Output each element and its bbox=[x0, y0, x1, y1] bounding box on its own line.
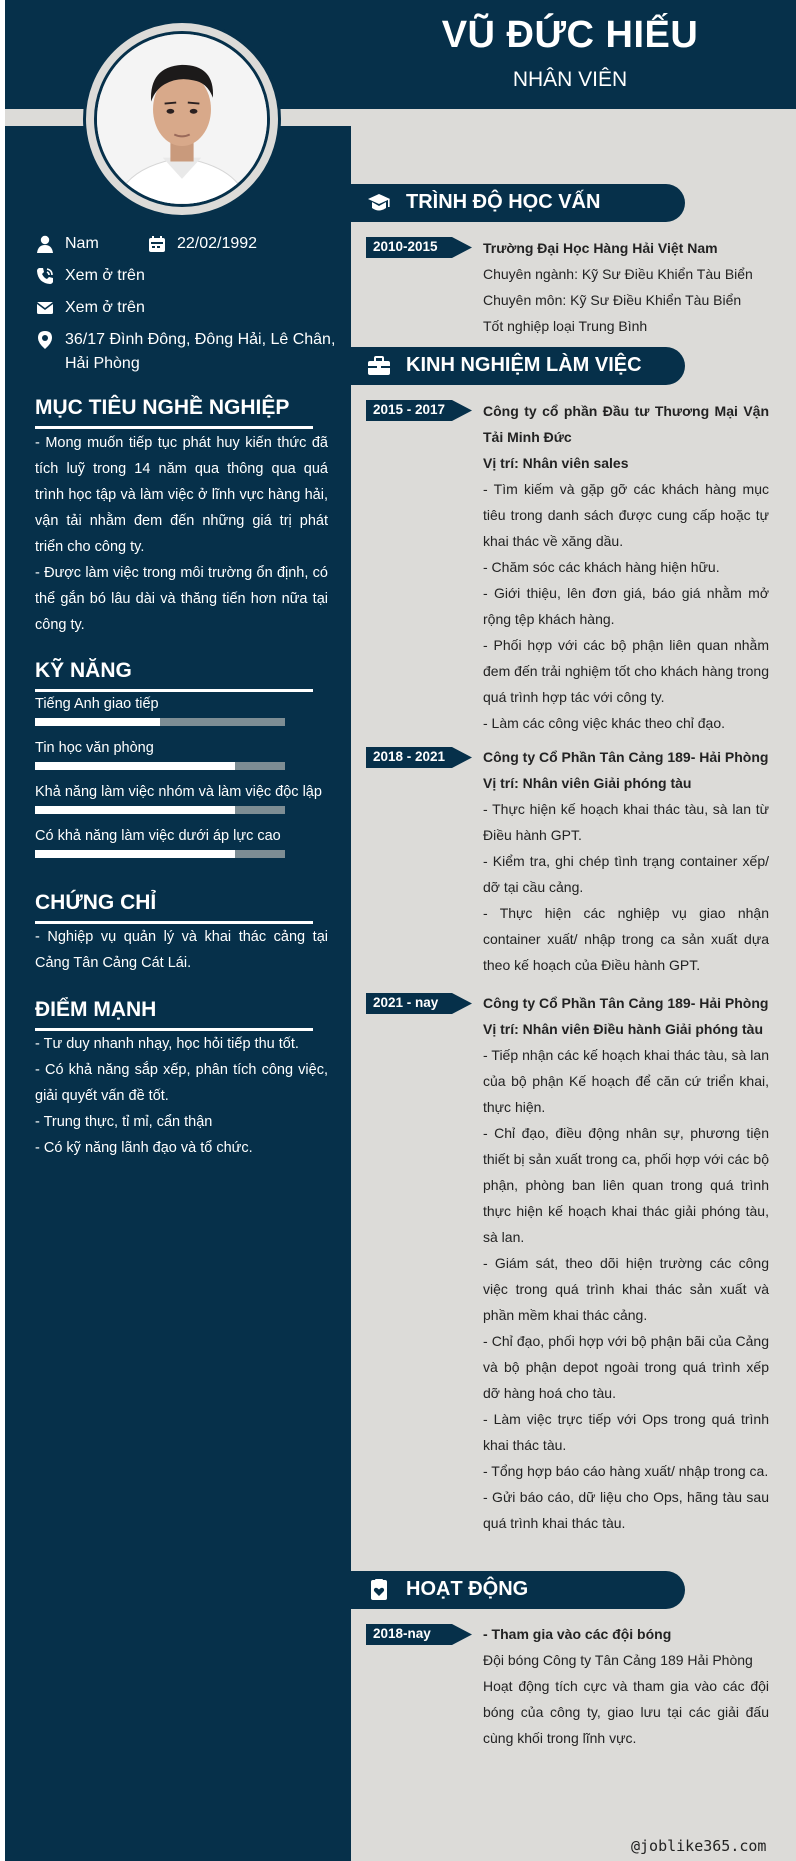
job-role: Vị trí: Nhân viên Giải phóng tàu bbox=[483, 775, 692, 791]
objective-heading: MỤC TIÊU NGHỀ NGHIỆP bbox=[35, 396, 290, 419]
education-date: 2010-2015 bbox=[373, 239, 438, 254]
phone-text: Xem ở trên bbox=[65, 267, 145, 284]
gender-text: Nam bbox=[65, 235, 99, 252]
candidate-name: VŨ ĐỨC HIẾU bbox=[441, 14, 699, 56]
briefcase-icon bbox=[367, 355, 391, 377]
education-line: Chuyên ngành: Kỹ Sư Điều Khiển Tàu Biển bbox=[483, 266, 753, 282]
objective-line: - Mong muốn tiếp tục phát huy kiến thức đã tích luỹ trong 14 năm qua thông qua quá trình học tập và làm việc ở lĩnh vực hàng hải, vận tải nhằm đem đến những giá trị phát triển cho công ty. bbox=[35, 435, 328, 555]
activity-entry bbox=[483, 1621, 769, 1751]
avatar-portrait bbox=[97, 34, 267, 204]
skill-fill bbox=[35, 762, 235, 770]
job-entry bbox=[483, 398, 769, 736]
job-company: Công ty Cổ Phần Tân Cảng 189- Hải Phòng bbox=[483, 749, 769, 765]
education-heading: TRÌNH ĐỘ HỌC VẤN bbox=[406, 191, 601, 213]
skill-label: Tiếng Anh giao tiếp bbox=[35, 696, 159, 712]
avatar-frame bbox=[83, 20, 281, 218]
location-icon bbox=[35, 330, 55, 350]
activities-heading: HOẠT ĐỘNG bbox=[406, 1578, 529, 1600]
activity-title: - Tham gia vào các đội bóng bbox=[483, 1626, 672, 1642]
candidate-position: NHÂN VIÊN bbox=[512, 68, 628, 91]
job-duty: - Thực hiện các nghiệp vụ giao nhận container xuất/ nhập trong ca sản xuất dựa theo kế hoạch của Điều hành GPT. bbox=[483, 905, 769, 973]
skill-fill bbox=[35, 850, 235, 858]
job-duty: - Tổng hợp báo cáo hàng xuất/ nhập trong ca. bbox=[483, 1463, 769, 1479]
job-duty: - Gửi báo cáo, dữ liệu cho Ops, hãng tàu sau quá trình khai thác tàu. bbox=[483, 1489, 769, 1531]
job-duty: - Giám sát, theo dõi hiện trường các công việc trong quá trình khai thác sản xuất và phần mềm khai thác cảng. bbox=[483, 1255, 769, 1323]
calendar-icon bbox=[147, 234, 167, 254]
certificates-text: - Nghiệp vụ quản lý và khai thác cảng tại Cảng Tân Cảng Cát Lái. bbox=[35, 929, 328, 971]
address-line-2: Hải Phòng bbox=[65, 355, 140, 372]
strength-line: - Có kỹ năng lãnh đạo và tổ chức. bbox=[35, 1140, 253, 1156]
activity-line: Hoạt động tích cực và tham gia vào các đội bóng của công ty, giao lưu tại các giải đấu cùng khối trong lĩnh vực. bbox=[483, 1678, 769, 1746]
objective-line: - Được làm việc trong môi trường ổn định, có thể gắn bó lâu dài và thăng tiến hơn nữa tại công ty. bbox=[35, 565, 328, 633]
strengths-heading: ĐIỂM MẠNH bbox=[35, 998, 157, 1021]
skill-fill bbox=[35, 806, 235, 814]
job-duty: - Tiếp nhận các kế hoạch khai thác tàu, sà lan của bộ phận Kế hoạch để căn cứ triển khai, thực hiện. bbox=[483, 1047, 769, 1115]
school-name: Trường Đại Học Hàng Hải Việt Nam bbox=[483, 240, 718, 256]
skill-bar bbox=[35, 850, 285, 858]
job-role: Vị trí: Nhân viên sales bbox=[483, 455, 629, 471]
job-entry bbox=[483, 990, 769, 1536]
education-line: Tốt nghiệp loại Trung Bình bbox=[483, 318, 648, 334]
strength-line: - Có khả năng sắp xếp, phân tích công việc, giải quyết vấn đề tốt. bbox=[35, 1062, 328, 1104]
activity-date: 2018-nay bbox=[373, 1626, 431, 1641]
skills-rule bbox=[35, 689, 313, 692]
skill-label: Tin học văn phòng bbox=[35, 740, 154, 756]
sidebar bbox=[5, 126, 351, 1861]
strengths-text bbox=[35, 1031, 328, 1161]
skill-fill bbox=[35, 718, 160, 726]
job-duty: - Chỉ đạo, phối hợp với bộ phận bãi của Cảng và bộ phận depot ngoài trong quá trình xếp dỡ hàng hoá cho tàu. bbox=[483, 1333, 769, 1401]
skill-bar bbox=[35, 806, 285, 814]
job-duty: - Giới thiệu, lên đơn giá, báo giá nhằm mở rộng tệp khách hàng. bbox=[483, 585, 769, 627]
strength-line: - Trung thực, tỉ mỉ, cẩn thận bbox=[35, 1114, 213, 1130]
job-duty: - Chỉ đạo, điều động nhân sự, phương tiện thiết bị sản xuất trong ca, phối hợp với các bộ phận, phòng ban liên quan trong quá trình thực hiện kế hoạch khai thác giải phóng tàu, sà lan. bbox=[483, 1125, 769, 1245]
job-date: 2021 - nay bbox=[373, 995, 439, 1010]
objective-text bbox=[35, 430, 328, 638]
heart-icon bbox=[367, 1579, 391, 1601]
skill-bar bbox=[35, 762, 285, 770]
avatar bbox=[94, 31, 270, 207]
mail-icon bbox=[35, 298, 55, 318]
activities-section-header bbox=[351, 1571, 685, 1609]
job-role: Vị trí: Nhân viên Điều hành Giải phóng tàu bbox=[483, 1021, 764, 1037]
job-duty: - Thực hiện kế hoạch khai thác tàu, sà lan từ Điều hành GPT. bbox=[483, 801, 769, 843]
phone-icon bbox=[35, 266, 55, 286]
birthday-text: 22/02/1992 bbox=[177, 235, 258, 252]
activity-line: Đội bóng Công ty Tân Cảng 189 Hải Phòng bbox=[483, 1652, 753, 1668]
certificates-heading: CHỨNG CHỈ bbox=[35, 891, 157, 914]
job-duty: - Làm các công việc khác theo chỉ đạo. bbox=[483, 715, 726, 731]
job-duty: - Kiểm tra, ghi chép tình trạng container xếp/ dỡ tại cầu cảng. bbox=[483, 853, 769, 895]
skill-bar bbox=[35, 718, 285, 726]
skill-label: Có khả năng làm việc dưới áp lực cao bbox=[35, 828, 281, 844]
objective-rule bbox=[35, 426, 313, 429]
job-date: 2015 - 2017 bbox=[373, 402, 446, 417]
job-duty: - Tìm kiếm và gặp gỡ các khách hàng mục tiêu trong danh sách được cung cấp hoặc tự khai thác về xăng dầu. bbox=[483, 481, 769, 549]
job-company: Công ty cổ phần Đầu tư Thương Mại Vận Tải Minh Đức bbox=[483, 403, 769, 445]
experience-section-header bbox=[351, 347, 685, 385]
job-entry bbox=[483, 744, 769, 978]
email-text: Xem ở trên bbox=[65, 299, 145, 316]
skills-heading: KỸ NĂNG bbox=[35, 659, 132, 682]
job-duty: - Chăm sóc các khách hàng hiện hữu. bbox=[483, 559, 720, 575]
address-line-1: 36/17 Đình Đông, Đông Hải, Lê Chân, bbox=[65, 331, 336, 348]
education-entry bbox=[483, 235, 769, 339]
job-company: Công ty Cổ Phần Tân Cảng 189- Hải Phòng bbox=[483, 995, 769, 1011]
resume-page bbox=[5, 0, 796, 1861]
job-date: 2018 - 2021 bbox=[373, 749, 446, 764]
experience-heading: KINH NGHIỆM LÀM VIỆC bbox=[406, 354, 642, 376]
graduation-cap-icon bbox=[367, 192, 391, 214]
watermark: @joblike365.com bbox=[631, 1837, 767, 1855]
education-line: Chuyên môn: Kỹ Sư Điều Khiển Tàu Biển bbox=[483, 292, 742, 308]
user-icon bbox=[35, 234, 55, 254]
skill-label: Khả năng làm việc nhóm và làm việc độc lập bbox=[35, 784, 322, 800]
job-duty: - Phối hợp với các bộ phận liên quan nhằm đem đến trải nghiệm tốt cho khách hàng trong quá trình hợp tác với công ty. bbox=[483, 637, 769, 705]
education-section-header bbox=[351, 184, 685, 222]
strength-line: - Tư duy nhanh nhạy, học hỏi tiếp thu tốt. bbox=[35, 1036, 299, 1052]
job-duty: - Làm việc trực tiếp với Ops trong quá trình khai thác tàu. bbox=[483, 1411, 769, 1453]
